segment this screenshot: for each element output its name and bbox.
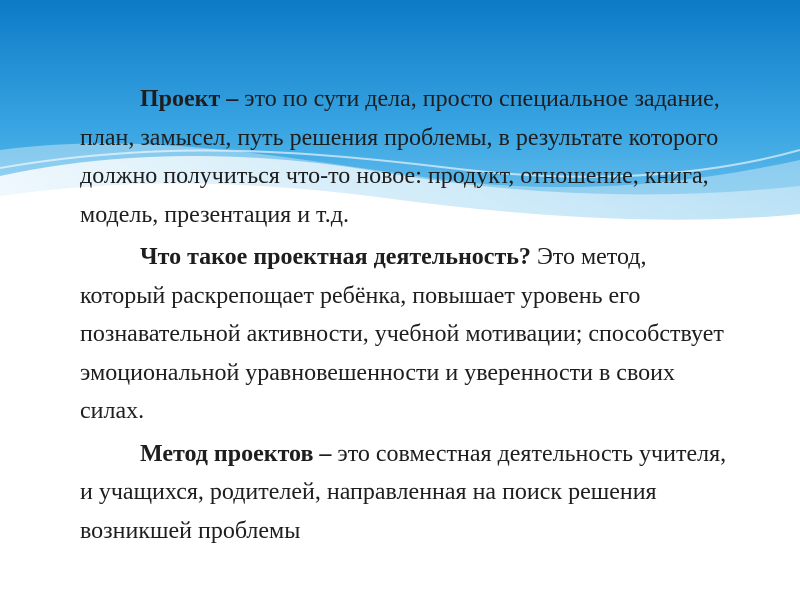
term-project-method: Метод проектов – [140,440,332,467]
paragraph-text: это совместная деятельность учителя, и учащихся, родителей, направленная на поиск решения возникшей проблемы [80,440,727,544]
term-project-activity: Что такое проектная деятельность? [140,244,531,270]
paragraph-project-definition [80,80,735,234]
term-project: Проект – [140,86,239,112]
paragraph-text: это по сути дела, просто специальное задание, план, замысел, путь решения проблемы, в результате которого должно получиться что-то новое: продукт, отношение, книга, модель, презентация и т.д. [80,86,720,228]
paragraph-text: Это метод, который раскрепощает ребёнка, повышает уровень его познавательной активности, учебной мотивации; способствует эмоциональной уравновешенности и уверенности в своих силах. [80,244,724,424]
paragraph-project-method [80,435,735,551]
slide-text [80,80,735,554]
paragraph-project-activity [80,238,735,431]
